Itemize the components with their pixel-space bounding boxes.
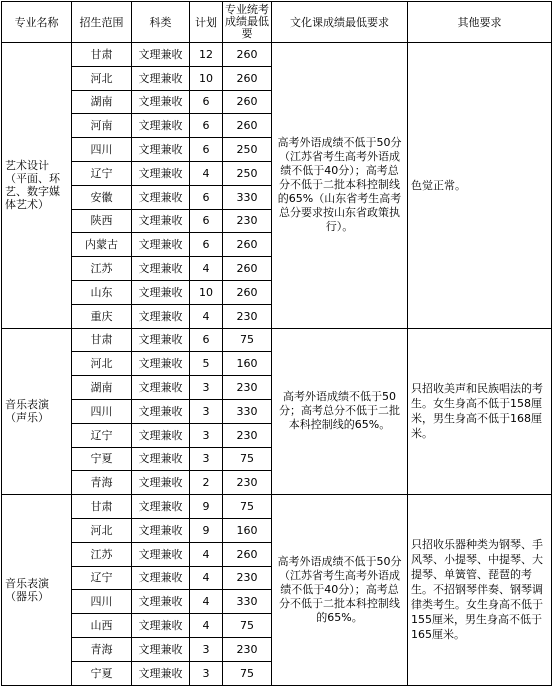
plan-cell: 6 bbox=[190, 209, 223, 233]
category-cell: 文理兼收 bbox=[132, 423, 190, 447]
region-cell: 甘肃 bbox=[72, 43, 132, 67]
region-cell: 四川 bbox=[72, 138, 132, 162]
category-cell: 文理兼收 bbox=[132, 399, 190, 423]
exam-score-cell: 230 bbox=[223, 304, 272, 328]
exam-score-cell: 260 bbox=[223, 233, 272, 257]
other-requirement-cell: 只招收美声和民族唱法的考生。女生身高不低于158厘米，男生身高不低于168厘米。 bbox=[408, 328, 552, 495]
category-cell: 文理兼收 bbox=[132, 566, 190, 590]
category-cell: 文理兼收 bbox=[132, 590, 190, 614]
exam-score-cell: 230 bbox=[223, 376, 272, 400]
exam-score-cell: 260 bbox=[223, 114, 272, 138]
exam-score-cell: 75 bbox=[223, 495, 272, 519]
admissions-table bbox=[1, 1, 552, 686]
category-cell: 文理兼收 bbox=[132, 185, 190, 209]
category-cell: 文理兼收 bbox=[132, 495, 190, 519]
header-row bbox=[2, 2, 552, 43]
region-cell: 河北 bbox=[72, 518, 132, 542]
plan-cell: 6 bbox=[190, 90, 223, 114]
region-cell: 青海 bbox=[72, 471, 132, 495]
exam-score-cell: 230 bbox=[223, 566, 272, 590]
region-cell: 山东 bbox=[72, 280, 132, 304]
plan-cell: 4 bbox=[190, 304, 223, 328]
exam-score-cell: 260 bbox=[223, 90, 272, 114]
plan-cell: 5 bbox=[190, 352, 223, 376]
category-cell: 文理兼收 bbox=[132, 280, 190, 304]
other-requirement-cell: 色觉正常。 bbox=[408, 43, 552, 329]
region-cell: 山西 bbox=[72, 614, 132, 638]
category-cell: 文理兼收 bbox=[132, 161, 190, 185]
plan-cell: 2 bbox=[190, 471, 223, 495]
culture-requirement-cell: 高考外语成绩不低于50分；高考总分不低于二批本科控制线的65%。 bbox=[272, 328, 408, 495]
category-cell: 文理兼收 bbox=[132, 90, 190, 114]
plan-cell: 9 bbox=[190, 495, 223, 519]
plan-cell: 4 bbox=[190, 542, 223, 566]
major-name-cell: 艺术设计（平面、环艺、数字媒体艺术） bbox=[2, 43, 72, 329]
category-cell: 文理兼收 bbox=[132, 209, 190, 233]
category-cell: 文理兼收 bbox=[132, 114, 190, 138]
header-culture-req: 文化课成绩最低要求 bbox=[272, 2, 408, 43]
region-cell: 江苏 bbox=[72, 257, 132, 281]
category-cell: 文理兼收 bbox=[132, 661, 190, 685]
plan-cell: 6 bbox=[190, 328, 223, 352]
plan-cell: 9 bbox=[190, 518, 223, 542]
plan-cell: 4 bbox=[190, 614, 223, 638]
region-cell: 重庆 bbox=[72, 304, 132, 328]
category-cell: 文理兼收 bbox=[132, 257, 190, 281]
region-cell: 河北 bbox=[72, 66, 132, 90]
region-cell: 河南 bbox=[72, 114, 132, 138]
exam-score-cell: 230 bbox=[223, 423, 272, 447]
table-row bbox=[2, 43, 552, 67]
region-cell: 内蒙古 bbox=[72, 233, 132, 257]
category-cell: 文理兼收 bbox=[132, 66, 190, 90]
exam-score-cell: 250 bbox=[223, 161, 272, 185]
category-cell: 文理兼收 bbox=[132, 328, 190, 352]
plan-cell: 6 bbox=[190, 185, 223, 209]
exam-score-cell: 330 bbox=[223, 399, 272, 423]
region-cell: 青海 bbox=[72, 637, 132, 661]
category-cell: 文理兼收 bbox=[132, 518, 190, 542]
exam-score-cell: 230 bbox=[223, 471, 272, 495]
region-cell: 宁夏 bbox=[72, 661, 132, 685]
exam-score-cell: 160 bbox=[223, 352, 272, 376]
plan-cell: 4 bbox=[190, 590, 223, 614]
plan-cell: 3 bbox=[190, 399, 223, 423]
region-cell: 甘肃 bbox=[72, 328, 132, 352]
header-region: 招生范围 bbox=[72, 2, 132, 43]
exam-score-cell: 330 bbox=[223, 185, 272, 209]
category-cell: 文理兼收 bbox=[132, 447, 190, 471]
plan-cell: 10 bbox=[190, 280, 223, 304]
region-cell: 辽宁 bbox=[72, 161, 132, 185]
category-cell: 文理兼收 bbox=[132, 138, 190, 162]
exam-score-cell: 230 bbox=[223, 637, 272, 661]
region-cell: 宁夏 bbox=[72, 447, 132, 471]
exam-score-cell: 250 bbox=[223, 138, 272, 162]
category-cell: 文理兼收 bbox=[132, 542, 190, 566]
plan-cell: 4 bbox=[190, 161, 223, 185]
region-cell: 甘肃 bbox=[72, 495, 132, 519]
header-plan: 计划 bbox=[190, 2, 223, 43]
exam-score-cell: 230 bbox=[223, 209, 272, 233]
major-name-cell: 音乐表演（器乐） bbox=[2, 495, 72, 685]
plan-cell: 3 bbox=[190, 637, 223, 661]
region-cell: 湖南 bbox=[72, 90, 132, 114]
plan-cell: 6 bbox=[190, 233, 223, 257]
plan-cell: 6 bbox=[190, 114, 223, 138]
region-cell: 四川 bbox=[72, 590, 132, 614]
exam-score-cell: 75 bbox=[223, 328, 272, 352]
category-cell: 文理兼收 bbox=[132, 304, 190, 328]
plan-cell: 3 bbox=[190, 661, 223, 685]
plan-cell: 3 bbox=[190, 447, 223, 471]
plan-cell: 12 bbox=[190, 43, 223, 67]
region-cell: 陕西 bbox=[72, 209, 132, 233]
exam-score-cell: 75 bbox=[223, 661, 272, 685]
exam-score-cell: 75 bbox=[223, 614, 272, 638]
exam-score-cell: 75 bbox=[223, 447, 272, 471]
header-other-req: 其他要求 bbox=[408, 2, 552, 43]
exam-score-cell: 260 bbox=[223, 66, 272, 90]
culture-requirement-cell: 高考外语成绩不低于50分（江苏省考生高考外语成绩不低于40分）；高考总分不低于二批本科控制线的65%。 bbox=[272, 495, 408, 685]
table-row bbox=[2, 495, 552, 519]
category-cell: 文理兼收 bbox=[132, 637, 190, 661]
other-requirement-cell: 只招收乐器种类为钢琴、手风琴、小提琴、中提琴、大提琴、单簧管、琵琶的考生。不招钢琴伴奏、钢琴调律类考生。女生身高不低于 155厘米，男生身高不低于 165厘米。 bbox=[408, 495, 552, 685]
plan-cell: 10 bbox=[190, 66, 223, 90]
region-cell: 江苏 bbox=[72, 542, 132, 566]
plan-cell: 3 bbox=[190, 376, 223, 400]
exam-score-cell: 260 bbox=[223, 257, 272, 281]
header-exam-min: 专业统考成绩最低要 bbox=[223, 2, 272, 43]
category-cell: 文理兼收 bbox=[132, 233, 190, 257]
region-cell: 四川 bbox=[72, 399, 132, 423]
category-cell: 文理兼收 bbox=[132, 43, 190, 67]
plan-cell: 4 bbox=[190, 257, 223, 281]
category-cell: 文理兼收 bbox=[132, 471, 190, 495]
region-cell: 辽宁 bbox=[72, 566, 132, 590]
table-row bbox=[2, 328, 552, 352]
exam-score-cell: 160 bbox=[223, 518, 272, 542]
category-cell: 文理兼收 bbox=[132, 352, 190, 376]
plan-cell: 4 bbox=[190, 566, 223, 590]
exam-score-cell: 260 bbox=[223, 542, 272, 566]
header-major: 专业名称 bbox=[2, 2, 72, 43]
region-cell: 湖南 bbox=[72, 376, 132, 400]
exam-score-cell: 330 bbox=[223, 590, 272, 614]
exam-score-cell: 260 bbox=[223, 43, 272, 67]
plan-cell: 6 bbox=[190, 138, 223, 162]
region-cell: 辽宁 bbox=[72, 423, 132, 447]
culture-requirement-cell: 高考外语成绩不低于50分（江苏省考生高考外语成绩不低于40分）；高考总分不低于二批本科控制线的65%（山东省考生高考总分要求按山东省政策执行）。 bbox=[272, 43, 408, 329]
plan-cell: 3 bbox=[190, 423, 223, 447]
category-cell: 文理兼收 bbox=[132, 376, 190, 400]
header-category: 科类 bbox=[132, 2, 190, 43]
category-cell: 文理兼收 bbox=[132, 614, 190, 638]
major-name-cell: 音乐表演（声乐） bbox=[2, 328, 72, 495]
region-cell: 安徽 bbox=[72, 185, 132, 209]
exam-score-cell: 260 bbox=[223, 280, 272, 304]
region-cell: 河北 bbox=[72, 352, 132, 376]
